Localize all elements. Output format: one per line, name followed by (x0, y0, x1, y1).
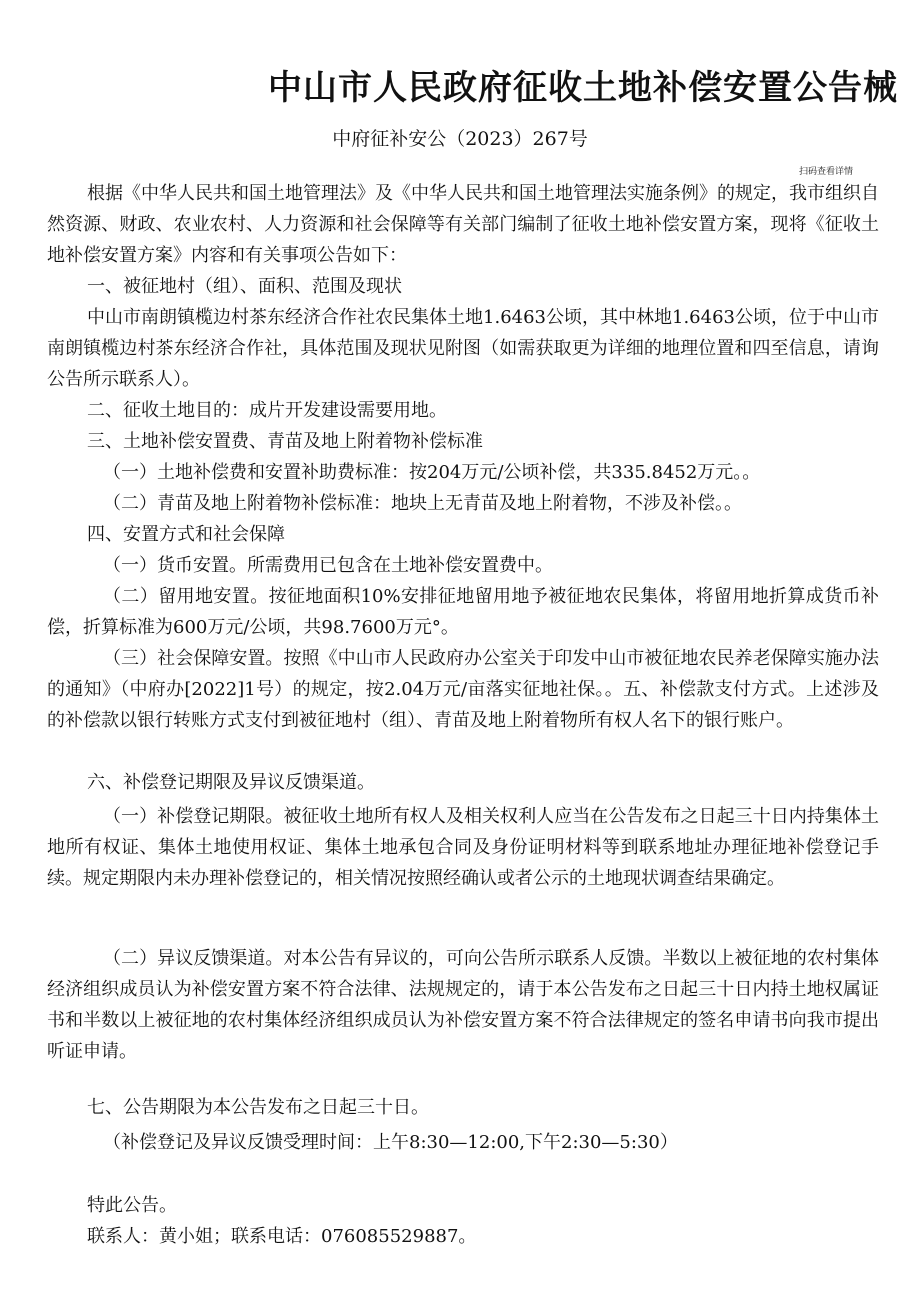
section-7: 七、公告期限为本公告发布之日起三十日。 (87, 1097, 429, 1118)
intro-paragraph: 根据《中华人民共和国土地管理法》及《中华人民共和国土地管理法实施条例》的规定，我市组织自然资源、财政、农业农村、人力资源和社会保障等有关部门编制了征收土地补偿安置方案，现将《征收土地补偿安置方案》内容和有关事项公告如下： (47, 183, 879, 266)
closing-line: 特此公告。 (87, 1195, 177, 1216)
document-number: 中府征补安公（2023）267号 (332, 128, 588, 150)
section-3-item-1: （一）土地补偿费和安置补助费标准：按204万元/公顷补偿，共335.8452万元。。 (103, 462, 761, 483)
section-1-heading: 一、被征地村（组）、面积、范围及现状 (87, 276, 402, 297)
section-6-item-2: （二）异议反馈渠道。对本公告有异议的，可向公告所示联系人反馈。半数以上被征地的农村集体经济组织成员认为补偿安置方案不符合法律、法规规定的，请于本公告发布之日起三十日内持土地权属证书和半数以上被征地的农村集体经济组织成员认为补偿安置方案不符合法律规定的签名申请书向我市提出听证申请。 (47, 948, 879, 1062)
section-6-item-1: （一）补偿登记期限。被征收土地所有权人及相关权利人应当在公告发布之日起三十日内持集体土地所有权证、集体土地使用权证、集体土地承包合同及身份证明材料等到联系地址办理征地补偿登记手续。规定期限内未办理补偿登记的，相关情况按照经确认或者公示的土地现状调查结果确定。 (47, 806, 879, 889)
section-4-item-3: （三）社会保障安置。按照《中山市人民政府办公室关于印发中山市被征地农民养老保障实施办法的通知》（中府办[2022]1号）的规定，按2.04万元/亩落实征地社保。。五、补偿款支付方式。上述涉及的补偿款以银行转账方式支付到被征地村（组）、青苗及地上附着物所有权人名下的银行账户。 (47, 648, 879, 731)
section-3-item-2: （二）青苗及地上附着物补偿标准：地块上无青苗及地上附着物，不涉及补偿。。 (103, 493, 742, 514)
section-3-heading: 三、土地补偿安置费、青苗及地上附着物补偿标准 (87, 431, 483, 452)
contact-info: 联系人：黄小姐；联系电话：076085529887。 (87, 1226, 477, 1247)
section-4-item-2: （二）留用地安置。按征地面积10%安排征地留用地予被征地农民集体，将留用地折算成货币补偿，折算标准为600万元/公顷，共98.7600万元°。 (47, 586, 879, 638)
section-4-heading: 四、安置方式和社会保障 (87, 524, 285, 545)
section-2: 二、征收土地目的：成片开发建设需要用地。 (87, 400, 447, 421)
scan-qr-hint[interactable]: 扫码查看详情 (799, 167, 854, 177)
section-6-heading: 六、补偿登记期限及异议反馈渠道。 (87, 772, 375, 793)
office-hours: （补偿登记及异议反馈受理时间：上午8:30—12:00,下午2:30—5:30） (103, 1132, 678, 1153)
section-4-item-1: （一）货币安置。所需费用已包含在土地补偿安置费中。 (103, 555, 553, 576)
section-1-body: 中山市南朗镇榄边村茶东经济合作社农民集体土地1.6463公顷，其中林地1.6463公顷，位于中山市南朗镇榄边村茶东经济合作社，具体范围及现状见附图（如需获取更为详细的地理位置和四至信息，请询公告所示联系人）。 (47, 307, 879, 390)
notice-title: 中山市人民政府征收土地补偿安置公告械 (268, 68, 898, 108)
